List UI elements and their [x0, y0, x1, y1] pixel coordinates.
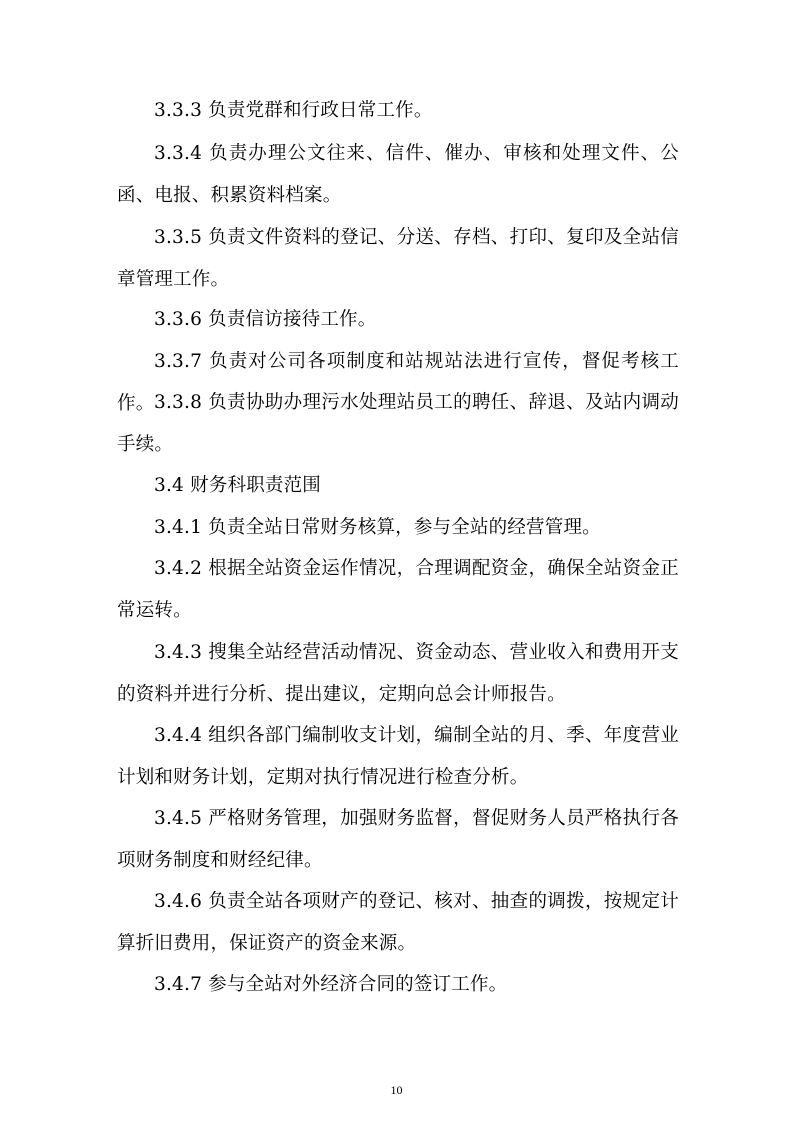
paragraph-3-4-4: 3.4.4 组织各部门编制收支计划，编制全站的月、季、年度营业计划和财务计划，定期对执行情况进行检查分析。: [117, 725, 679, 788]
paragraph-3-3-3: 3.3.3 负责党群和行政日常工作。: [154, 100, 433, 121]
paragraph-3-4-7: 3.4.7 参与全站对外经济合同的签订工作。: [154, 974, 508, 995]
paragraph-3-3-8: 3.3.8 负责协助办理污水处理站员工的聘任、辞退、及站内调动手续。: [117, 392, 679, 455]
paragraph-3-3-6: 3.3.6 负责信访接待工作。: [154, 309, 377, 330]
paragraph-3-3-7: 3.3.7 负责对公司各项制度和站规站法进行宣传，督促考核工作。: [117, 351, 679, 414]
paragraph-3-4-2: 3.4.2 根据全站资金运作情况，合理调配资金，确保全站资金正常运转。: [117, 558, 679, 621]
paragraph-3-4-3: 3.4.3 搜集全站经营活动情况、资金动态、营业收入和费用开支的资料并进行分析、提出建议，定期向总会计师报告。: [117, 642, 679, 705]
paragraph-3-4-1: 3.4.1 负责全站日常财务核算，参与全站的经营管理。: [154, 517, 601, 538]
section-heading-3-4: 3.4 财务科职责范围: [154, 475, 322, 496]
paragraph-3-3-4: 3.3.4 负责办理公文往来、信件、催办、审核和处理文件、公函、电报、积累资料档案。: [117, 143, 679, 206]
paragraph-3-3-5: 3.3.5 负责文件资料的登记、分送、存档、打印、复印及全站信章管理工作。: [117, 227, 679, 290]
page-number: 10: [390, 1083, 403, 1097]
paragraph-3-4-6: 3.4.6 负责全站各项财产的登记、核对、抽查的调拨，按规定计算折旧费用，保证资产的资金来源。: [117, 891, 679, 954]
paragraph-3-4-5: 3.4.5 严格财务管理，加强财务监督，督促财务人员严格执行各项财务制度和财经纪律。: [117, 808, 679, 871]
